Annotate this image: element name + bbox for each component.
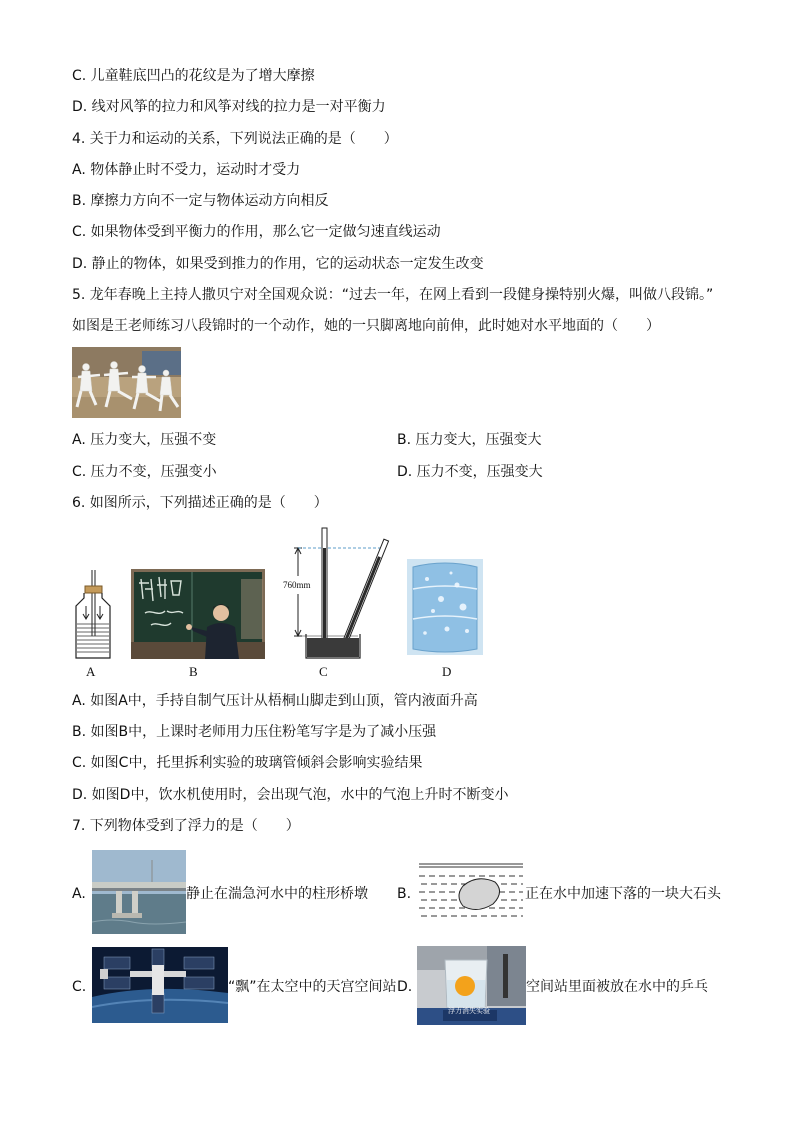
q6-option-a: A. 如图A中，手持自制气压计从梧桐山脚走到山顶，管内液面升高 (72, 693, 478, 709)
figure-a-barometer (72, 568, 112, 660)
q4-option-b: B. 摩擦力方向不一定与物体运动方向相反 (72, 193, 329, 209)
figure-d-caption: D (442, 664, 452, 679)
q4-option-d: D. 静止的物体，如果受到推力的作用，它的运动状态一定发生改变 (72, 256, 484, 272)
q3-option-d: D. 线对风筝的拉力和风筝对线的拉力是一对平衡力 (72, 99, 386, 115)
q6-stem: 6. 如图所示，下列描述正确的是（ ） (72, 495, 328, 511)
q5-option-a: A. 压力变大，压强不变 (72, 432, 217, 448)
q7-stem: 7. 下列物体受到了浮力的是（ ） (72, 818, 300, 834)
q5-stem-line2: 如图是王老师练习八段锦时的一个动作，她的一只脚离地向前伸，此时她对水平地面的（ ） (72, 318, 660, 334)
figure-c-caption: C (319, 664, 328, 679)
figure-d-water-bottle (407, 559, 483, 655)
q6-option-d: D. 如图D中，饮水机使用时，会出现气泡，水中的气泡上升时不断变小 (72, 787, 509, 803)
q7-option-a-text: 静止在湍急河水中的柱形桥墩 (186, 886, 368, 902)
q7-option-c-text: “飘”在太空中的天宫空间站 (228, 979, 397, 995)
q7-option-a-label: A. (72, 886, 86, 902)
q7-option-c-space-station-photo (92, 947, 228, 1023)
q4-option-a: A. 物体静止时不受力，运动时才受力 (72, 162, 301, 178)
q7-option-d-banner: 浮力消失实验 (448, 1007, 490, 1015)
q6-option-b: B. 如图B中，上课时老师用力压住粉笔写字是为了减小压强 (72, 724, 437, 740)
q7-option-d-label: D. (397, 979, 413, 995)
q7-option-d-text: 空间站里面被放在水中的乒乓 (526, 979, 708, 995)
q7-option-b-text: 正在水中加速下落的一块大石头 (525, 886, 721, 902)
q7-option-c-label: C. (72, 979, 87, 995)
figure-b-blackboard-photo (131, 569, 265, 659)
figure-a-caption: A (86, 664, 96, 679)
q3-option-c: C. 儿童鞋底凹凸的花纹是为了增大摩擦 (72, 68, 315, 84)
q5-stem-line1: 5. 龙年春晚上主持人撒贝宁对全国观众说：“过去一年，在网上看到一段健身操特别火爆，叫做八段锦。” (72, 287, 714, 303)
figure-c-height-label: 760mm (283, 576, 311, 594)
q5-option-d: D. 压力不变，压强变大 (397, 464, 543, 480)
baduanjin-photo (72, 347, 181, 418)
figure-b-caption: B (189, 664, 198, 679)
q7-option-b-stone-in-water (417, 862, 525, 922)
q4-stem: 4. 关于力和运动的关系，下列说法正确的是（ ） (72, 131, 398, 147)
q4-option-c: C. 如果物体受到平衡力的作用，那么它一定做匀速直线运动 (72, 224, 441, 240)
q5-option-c: C. 压力不变，压强变小 (72, 464, 217, 480)
q6-option-c: C. 如图C中，托里拆利实验的玻璃管倾斜会影响实验结果 (72, 755, 423, 771)
q7-option-a-bridge-photo (92, 850, 186, 934)
q5-option-b: B. 压力变大，压强变大 (397, 432, 542, 448)
q7-option-b-label: B. (397, 886, 412, 902)
